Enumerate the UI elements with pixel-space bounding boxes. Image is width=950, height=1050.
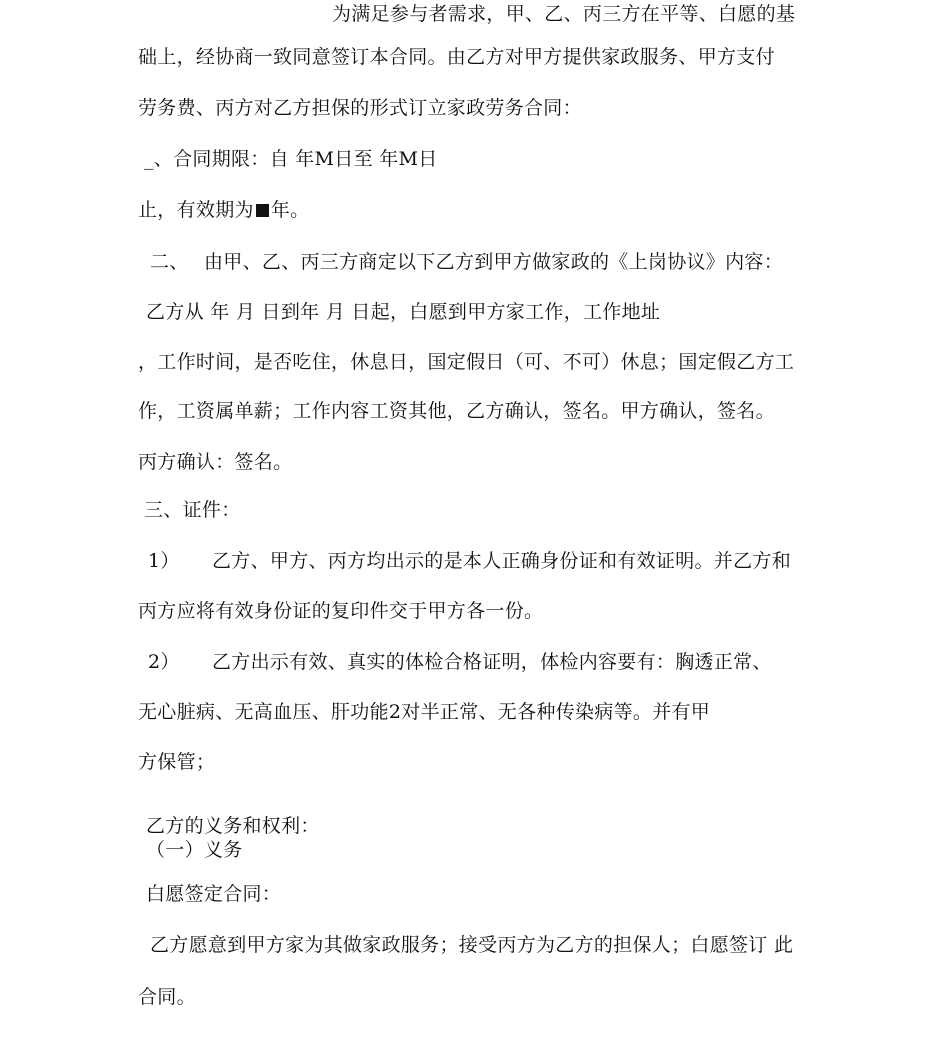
- section-3-item-2-line-3: 方保管；: [138, 751, 216, 773]
- section-4-sub-heading: （一）义务: [146, 839, 243, 861]
- section-2-line-2: ，工作时间，是否吃住，休息日，国定假日（可、不可）休息；国定假乙方工: [138, 351, 795, 373]
- section-2-heading-text: 由甲、乙、丙三方商定以下乙方到甲方做家政的《上岗协议》内容：: [204, 251, 784, 273]
- section-3-item-1-line-1: [148, 549, 791, 573]
- intro-line-2: 础上，经协商一致同意签订本合同。由乙方对甲方提供家政服务、甲方支付: [138, 46, 775, 68]
- section-3-item-1-line-2: 丙方应将有效身份证的复印件交于甲方各一份。: [138, 600, 544, 622]
- intro-line-1: 为满足参与者需求，甲、乙、丙三方在平等、白愿的基: [332, 3, 796, 25]
- section-2-number: 二、: [150, 251, 189, 273]
- term-line-1: _、合同期限：自 年M日至 年M日: [144, 148, 438, 170]
- term-line-2-before: 止，有效期为: [138, 199, 254, 221]
- section-3-item-2-line-1: [148, 650, 772, 674]
- section-3-heading: 三、证件：: [144, 499, 241, 521]
- redacted-block: [256, 204, 269, 217]
- intro-line-3: 劳务费、丙方对乙方担保的形式订立家政劳务合同：: [138, 97, 582, 119]
- section-2-line-1: 乙方从 年 月 日到年 月 日起，白愿到甲方家工作，工作地址: [146, 301, 661, 323]
- section-2-heading: [150, 250, 783, 274]
- section-3-item-2-text: 乙方出示有效、真实的体检合格证明，体检内容要有：胸透正常、: [212, 651, 772, 673]
- section-3-item-1-number: 1）: [148, 550, 180, 572]
- section-2-line-4: 丙方确认：签名。: [138, 451, 293, 473]
- section-2-line-3: 作，工资属单薪；工作内容工资其他，乙方确认，签名。甲方确认，签名。: [138, 400, 775, 422]
- section-3-item-2-number: 2）: [148, 651, 180, 673]
- section-3-item-2-line-2: 无心脏病、无高血压、肝功能2对半正常、无各种传染病等。并有甲: [138, 701, 711, 723]
- section-4-item-title: 白愿签定合同：: [146, 883, 282, 905]
- section-4-heading: 乙方的义务和权利：: [146, 815, 320, 837]
- section-4-item-line-1: 乙方愿意到甲方家为其做家政服务；接受丙方为乙方的担保人；白愿签订 此: [150, 934, 794, 956]
- section-4-item-line-2: 合同。: [138, 986, 196, 1008]
- term-line-2: [138, 198, 309, 222]
- section-3-item-1-text: 乙方、甲方、丙方均出示的是本人正确身份证和有效证明。并乙方和: [212, 550, 792, 572]
- term-line-2-after: 年。: [270, 199, 310, 221]
